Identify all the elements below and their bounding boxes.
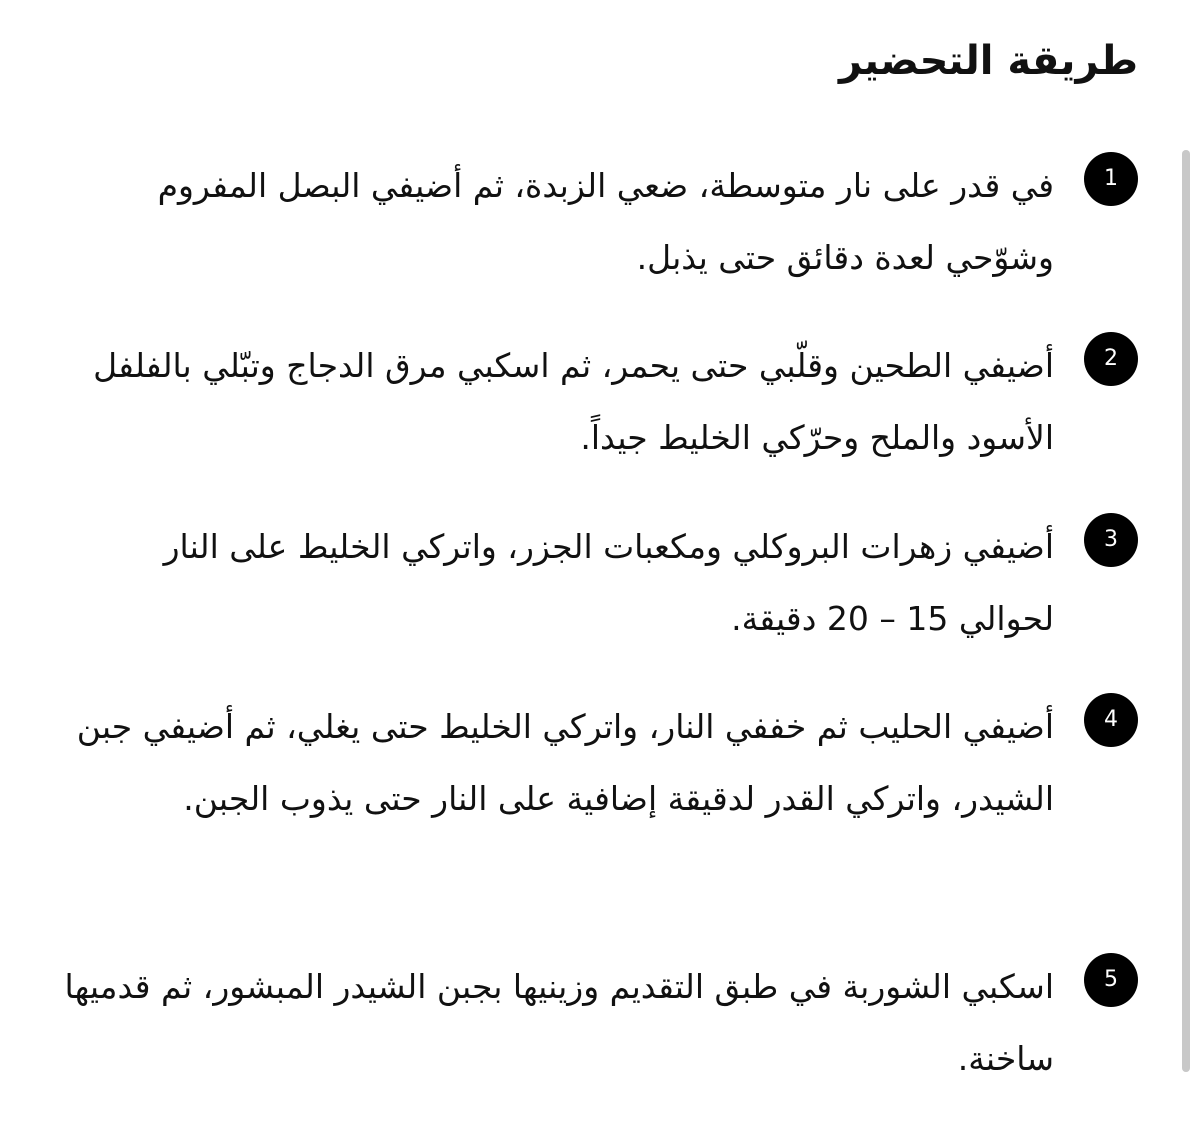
section-title: طريقة التحضير (838, 38, 1138, 84)
step-number-badge: 4 (1084, 693, 1138, 747)
step-text: أضيفي زهرات البروكلي ومكعبات الجزر، واتركي الخليط على النار لحوالي 15 – 20 دقيقة. (163, 527, 1054, 638)
step-text: أضيفي الحليب ثم خففي النار، واتركي الخليط حتى يغلي، ثم أضيفي جبن الشيدر، واتركي القدر لدقيقة إضافية على النار حتى يذوب الجبن. (76, 707, 1054, 818)
step-number-badge: 5 (1084, 953, 1138, 1007)
step-number-badge: 2 (1084, 332, 1138, 386)
step-number-badge: 3 (1084, 513, 1138, 567)
scrollbar-track[interactable] (1182, 150, 1190, 1072)
scrollbar-thumb[interactable] (1182, 150, 1190, 1072)
step-number-badge: 1 (1084, 152, 1138, 206)
step-text: أضيفي الطحين وقلّبي حتى يحمر، ثم اسكبي مرق الدجاج وتبّلي بالفلفل الأسود والملح وحرّكي الخليط جيداً. (93, 346, 1054, 457)
step-text: في قدر على نار متوسطة، ضعي الزبدة، ثم أضيفي البصل المفروم وشوّحي لعدة دقائق حتى يذبل. (157, 166, 1054, 277)
step-text: اسكبي الشوربة في طبق التقديم وزينيها بجبن الشيدر المبشور، ثم قدميها ساخنة. (64, 967, 1054, 1078)
